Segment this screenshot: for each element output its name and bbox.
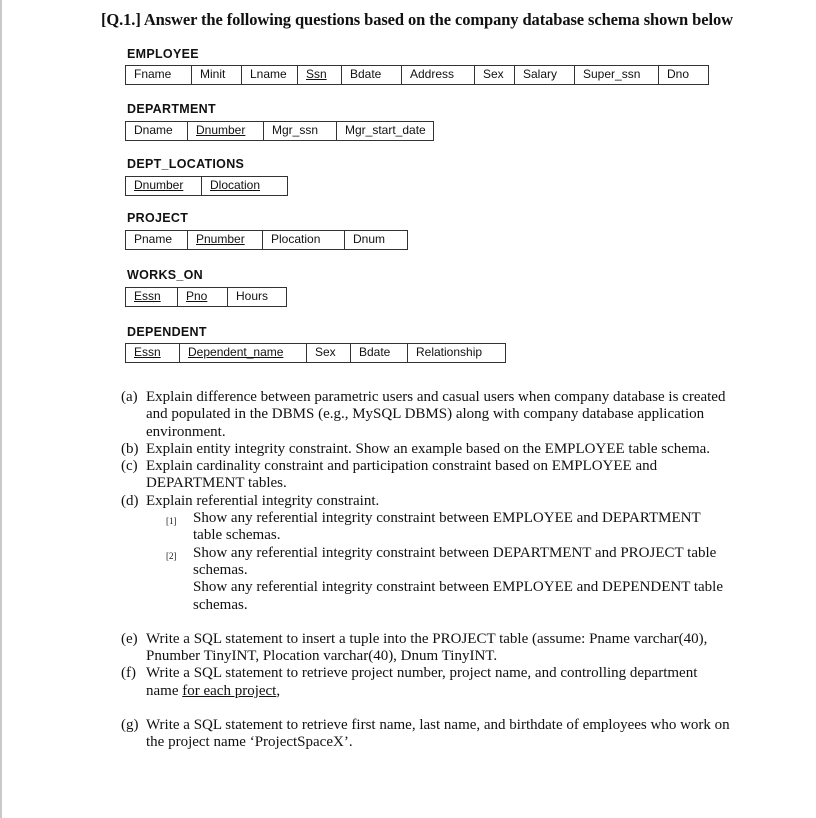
question-label: (b) xyxy=(121,440,139,457)
question-e xyxy=(121,631,731,666)
sub-question-text: Show any referential integrity constraint between EMPLOYEE and DEPENDENT table schemas. xyxy=(193,579,724,613)
attr-dependent-name: Dependent_name xyxy=(180,344,307,362)
attr-mgr-ssn: Mgr_ssn xyxy=(264,122,337,140)
relation-schema-dependent xyxy=(125,343,506,363)
relation-title-employee: EMPLOYEE xyxy=(127,47,199,61)
question-label: (a) xyxy=(121,389,138,405)
attr-hours: Hours xyxy=(236,289,269,303)
relation-schema-employee xyxy=(125,65,709,85)
question-f xyxy=(121,665,731,700)
relation-schema-department xyxy=(125,121,434,141)
attr-pnumber: Pnumber xyxy=(188,231,263,249)
page-left-border xyxy=(0,0,2,818)
question-text-main: Write a SQL statement to retrieve project number, project name, and controlling department name xyxy=(146,665,698,699)
question-label: (f) xyxy=(121,665,136,682)
question-text: Explain cardinality constraint and participation constraint based on EMPLOYEE and DEPARTMENT tables. xyxy=(146,458,658,492)
attr-lname: Lname xyxy=(242,66,298,84)
question-text: Explain referential integrity constraint. xyxy=(146,492,380,509)
attr-plocation: Plocation xyxy=(263,231,345,249)
question-label: (g) xyxy=(121,717,139,734)
relation-title-dept-locations: DEPT_LOCATIONS xyxy=(127,157,245,171)
question-b xyxy=(121,441,731,458)
question-label: (d) xyxy=(121,492,139,509)
attr-dnumber: Dnumber xyxy=(188,122,264,140)
attr-mgr-start-date: Mgr_start_date xyxy=(345,123,426,137)
question-d xyxy=(121,493,731,510)
attr-dno: Dno xyxy=(667,67,690,81)
attr-minit: Minit xyxy=(192,66,242,84)
sub-question-label xyxy=(166,579,193,614)
question-text-end: , xyxy=(276,682,281,699)
attr-essn: Essn xyxy=(126,288,178,306)
sub-question-1 xyxy=(166,510,731,545)
sub-question-label: [1] xyxy=(166,516,177,527)
attr-bdate: Bdate xyxy=(342,66,402,84)
question-label: (e) xyxy=(121,630,138,647)
sub-question-text: Show any referential integrity constraint between EMPLOYEE and DEPARTMENT table schemas. xyxy=(193,510,701,544)
question-label: (c) xyxy=(121,458,138,475)
question-text: Explain entity integrity constraint. Show an example based on the EMPLOYEE table schema. xyxy=(146,440,711,457)
attr-dlocation: Dlocation xyxy=(210,178,261,192)
question-text-underlined: for each project xyxy=(182,682,277,699)
attr-ssn: Ssn xyxy=(298,66,342,84)
question-text: Explain difference between parametric users and casual users when company database is created and populated in the DBMS (e.g., MySQL DBMS) along with company database application environment. xyxy=(146,389,726,440)
attr-relationship: Relationship xyxy=(416,345,483,359)
sub-question-2 xyxy=(166,545,731,580)
attr-pno: Pno xyxy=(178,288,228,306)
question-g xyxy=(121,717,731,752)
relation-title-works-on: WORKS_ON xyxy=(127,268,204,282)
sub-question-label: [2] xyxy=(166,550,177,561)
attr-sex: Sex xyxy=(307,344,351,362)
attr-address: Address xyxy=(402,66,475,84)
sub-question-text: Show any referential integrity constraint between DEPARTMENT and PROJECT table schemas. xyxy=(193,544,717,578)
question-text: Write a SQL statement to retrieve first name, last name, and birthdate of employees who work on the project name ‘ProjectSpaceX’. xyxy=(146,717,730,751)
attr-essn: Essn xyxy=(126,344,180,362)
question-text: Write a SQL statement to insert a tuple into the PROJECT table (assume: Pname varchar(40), Pnumber TinyINT, Plocation varchar(40), Dnum TinyINT. xyxy=(146,630,708,665)
question-text xyxy=(146,665,731,700)
attr-dnum: Dnum xyxy=(353,232,386,246)
question-c xyxy=(121,458,731,493)
relation-schema-dept-locations xyxy=(125,176,288,196)
relation-title-project: PROJECT xyxy=(127,211,189,225)
sub-question-3 xyxy=(166,579,731,614)
relation-title-dependent: DEPENDENT xyxy=(127,325,207,339)
attr-super-ssn: Super_ssn xyxy=(575,66,659,84)
relation-title-department: DEPARTMENT xyxy=(127,102,216,116)
question-heading: [Q.1.] Answer the following questions based on the company database schema shown below xyxy=(101,10,733,29)
question-list xyxy=(121,389,731,752)
relation-schema-works-on xyxy=(125,287,287,307)
attr-fname: Fname xyxy=(126,66,192,84)
attr-salary: Salary xyxy=(515,66,575,84)
attr-pname: Pname xyxy=(126,231,188,249)
relation-schema-project xyxy=(125,230,408,250)
attr-bdate: Bdate xyxy=(351,344,408,362)
question-a xyxy=(121,389,731,441)
attr-sex: Sex xyxy=(475,66,515,84)
attr-dnumber: Dnumber xyxy=(126,177,202,195)
attr-dname: Dname xyxy=(126,122,188,140)
